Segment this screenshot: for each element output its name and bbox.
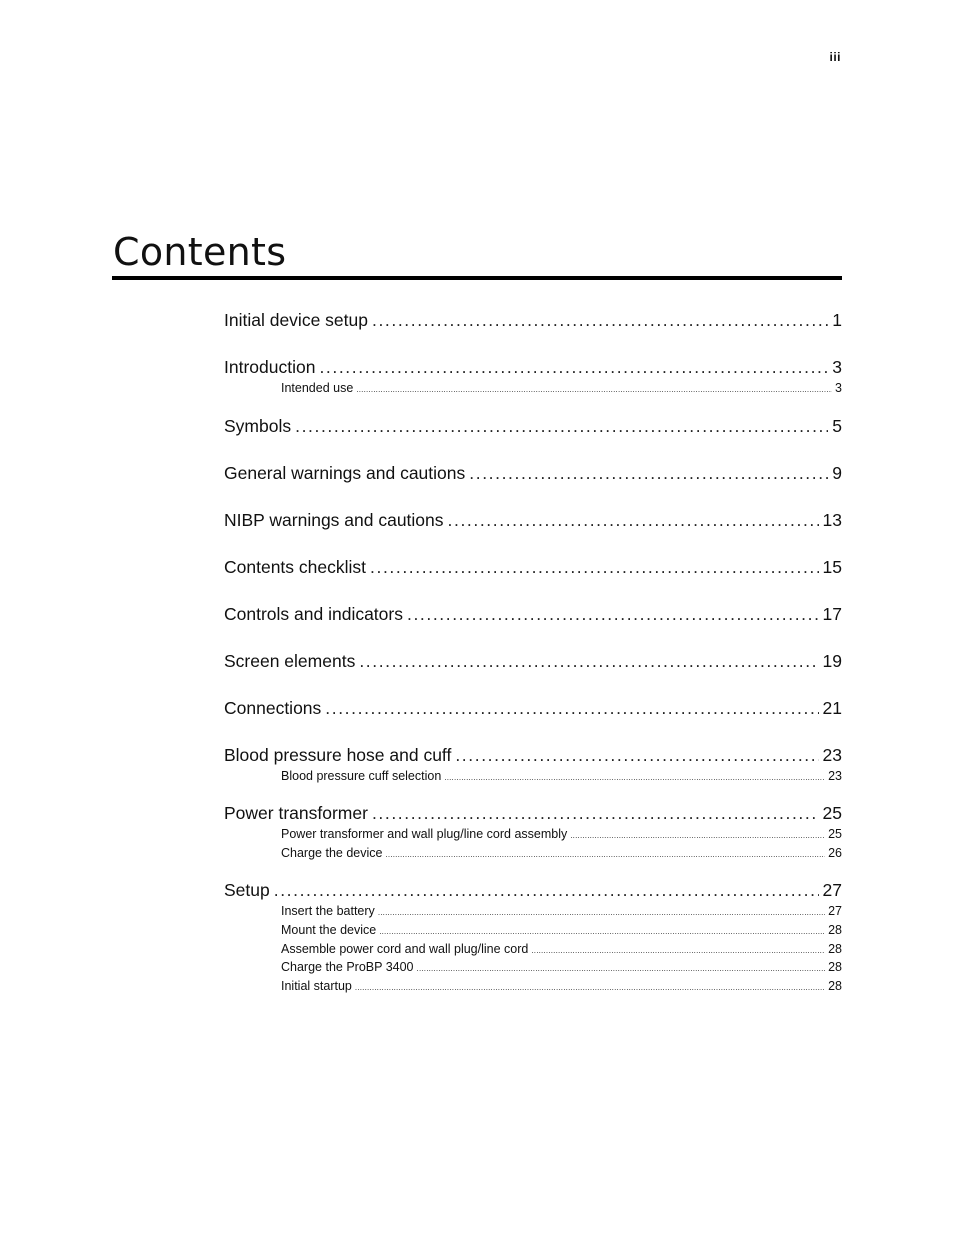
dot-leader	[378, 904, 825, 923]
toc-subsection-page: 23	[828, 768, 842, 783]
toc-chapter-page: 3	[832, 357, 842, 377]
dot-leader	[531, 942, 825, 961]
dot-leader	[372, 801, 819, 825]
toc-entry	[224, 555, 842, 579]
dot-leader	[372, 308, 828, 332]
toc-entry	[224, 461, 842, 485]
toc-subsection-title: Insert the battery	[281, 904, 375, 919]
toc-chapter-link[interactable]	[224, 602, 842, 626]
toc-chapter-page: 1	[832, 310, 842, 330]
toc-chapter-page: 13	[822, 509, 842, 530]
toc-subsection-link[interactable]	[281, 921, 842, 940]
toc-subsection-title: Charge the ProBP 3400	[281, 960, 414, 975]
dot-leader	[385, 846, 825, 865]
toc-chapter-title: Power transformer	[224, 803, 368, 824]
toc-entry	[224, 801, 842, 862]
toc-chapter-title: Introduction	[224, 357, 316, 377]
dot-leader	[417, 960, 826, 979]
toc-subsection-list	[281, 902, 842, 995]
page-title: Contents	[113, 230, 287, 274]
dot-leader	[469, 461, 828, 485]
toc-entry	[224, 414, 842, 438]
toc-chapter-page: 5	[832, 415, 842, 436]
dot-leader	[356, 381, 832, 400]
toc-chapter-page: 19	[822, 650, 842, 671]
toc-chapter-link[interactable]	[224, 878, 842, 902]
toc-subsection-link[interactable]	[281, 940, 842, 959]
dot-leader	[444, 769, 825, 788]
dot-leader	[448, 508, 819, 532]
dot-leader	[274, 878, 819, 902]
toc-subsection-link[interactable]	[281, 844, 842, 863]
toc-chapter-link[interactable]	[224, 649, 842, 673]
toc-subsection-list	[281, 825, 842, 862]
toc-chapter-link[interactable]	[224, 696, 842, 720]
toc-chapter-title: Connections	[224, 697, 322, 718]
toc-subsection-link[interactable]	[281, 825, 842, 844]
toc-subsection-page: 28	[828, 960, 842, 975]
toc-subsection-title: Intended use	[281, 381, 354, 395]
toc-subsection-title: Blood pressure cuff selection	[281, 768, 442, 783]
toc-subsection-page: 28	[828, 922, 842, 937]
toc-subsection-page: 28	[828, 978, 842, 993]
toc-subsection-list	[281, 379, 842, 398]
dot-leader	[359, 649, 818, 673]
toc-chapter-link[interactable]	[224, 801, 842, 825]
toc-subsection-page: 25	[828, 827, 842, 842]
dot-leader	[570, 827, 825, 846]
dot-leader	[295, 414, 828, 438]
dot-leader	[319, 355, 828, 379]
dot-leader	[355, 979, 825, 998]
toc-chapter-link[interactable]	[224, 461, 842, 485]
toc-chapter-link[interactable]	[224, 414, 842, 438]
toc-subsection-title: Power transformer and wall plug/line cord assembly	[281, 827, 568, 842]
toc-subsection-page: 27	[828, 904, 842, 919]
toc-chapter-page: 27	[822, 880, 842, 901]
toc-entry	[224, 878, 842, 995]
toc-entry	[224, 743, 842, 786]
table-of-contents	[224, 308, 842, 1011]
toc-chapter-title: Controls and indicators	[224, 603, 403, 624]
toc-entry	[224, 508, 842, 532]
toc-entry	[224, 696, 842, 720]
toc-chapter-link[interactable]	[224, 308, 842, 332]
toc-subsection-page: 3	[835, 381, 842, 395]
toc-subsection-title: Assemble power cord and wall plug/line cord	[281, 941, 529, 956]
toc-subsection-title: Initial startup	[281, 978, 352, 993]
toc-chapter-page: 21	[822, 697, 842, 718]
toc-subsection-link[interactable]	[281, 379, 842, 398]
toc-chapter-title: General warnings and cautions	[224, 462, 466, 483]
toc-chapter-page: 9	[832, 462, 842, 483]
toc-subsection-title: Charge the device	[281, 845, 383, 860]
toc-entry	[224, 649, 842, 673]
toc-subsection-page: 28	[828, 941, 842, 956]
toc-subsection-page: 26	[828, 845, 842, 860]
dot-leader	[407, 602, 819, 626]
toc-chapter-page: 25	[822, 803, 842, 824]
toc-subsection-title: Mount the device	[281, 922, 377, 937]
toc-entry	[224, 602, 842, 626]
toc-subsection-link[interactable]	[281, 902, 842, 921]
toc-chapter-title: Symbols	[224, 415, 292, 436]
toc-chapter-page: 17	[822, 603, 842, 624]
toc-chapter-link[interactable]	[224, 355, 842, 379]
toc-subsection-link[interactable]	[281, 958, 842, 977]
toc-chapter-link[interactable]	[224, 743, 842, 767]
toc-chapter-page: 15	[822, 556, 842, 577]
toc-chapter-title: NIBP warnings and cautions	[224, 509, 444, 530]
toc-subsection-list	[281, 767, 842, 786]
page-number: iii	[829, 50, 841, 64]
toc-subsection-link[interactable]	[281, 977, 842, 996]
toc-entry	[224, 308, 842, 332]
dot-leader	[325, 696, 818, 720]
toc-chapter-title: Setup	[224, 880, 270, 901]
toc-chapter-title: Initial device setup	[224, 310, 368, 330]
toc-subsection-link[interactable]	[281, 767, 842, 786]
dot-leader	[370, 555, 819, 579]
toc-chapter-title: Blood pressure hose and cuff	[224, 744, 452, 765]
toc-chapter-link[interactable]	[224, 555, 842, 579]
title-rule	[112, 276, 842, 280]
toc-entry	[224, 355, 842, 398]
toc-chapter-page: 23	[822, 744, 842, 765]
toc-chapter-link[interactable]	[224, 508, 842, 532]
toc-chapter-title: Contents checklist	[224, 556, 367, 577]
toc-chapter-title: Screen elements	[224, 650, 356, 671]
dot-leader	[455, 743, 818, 767]
